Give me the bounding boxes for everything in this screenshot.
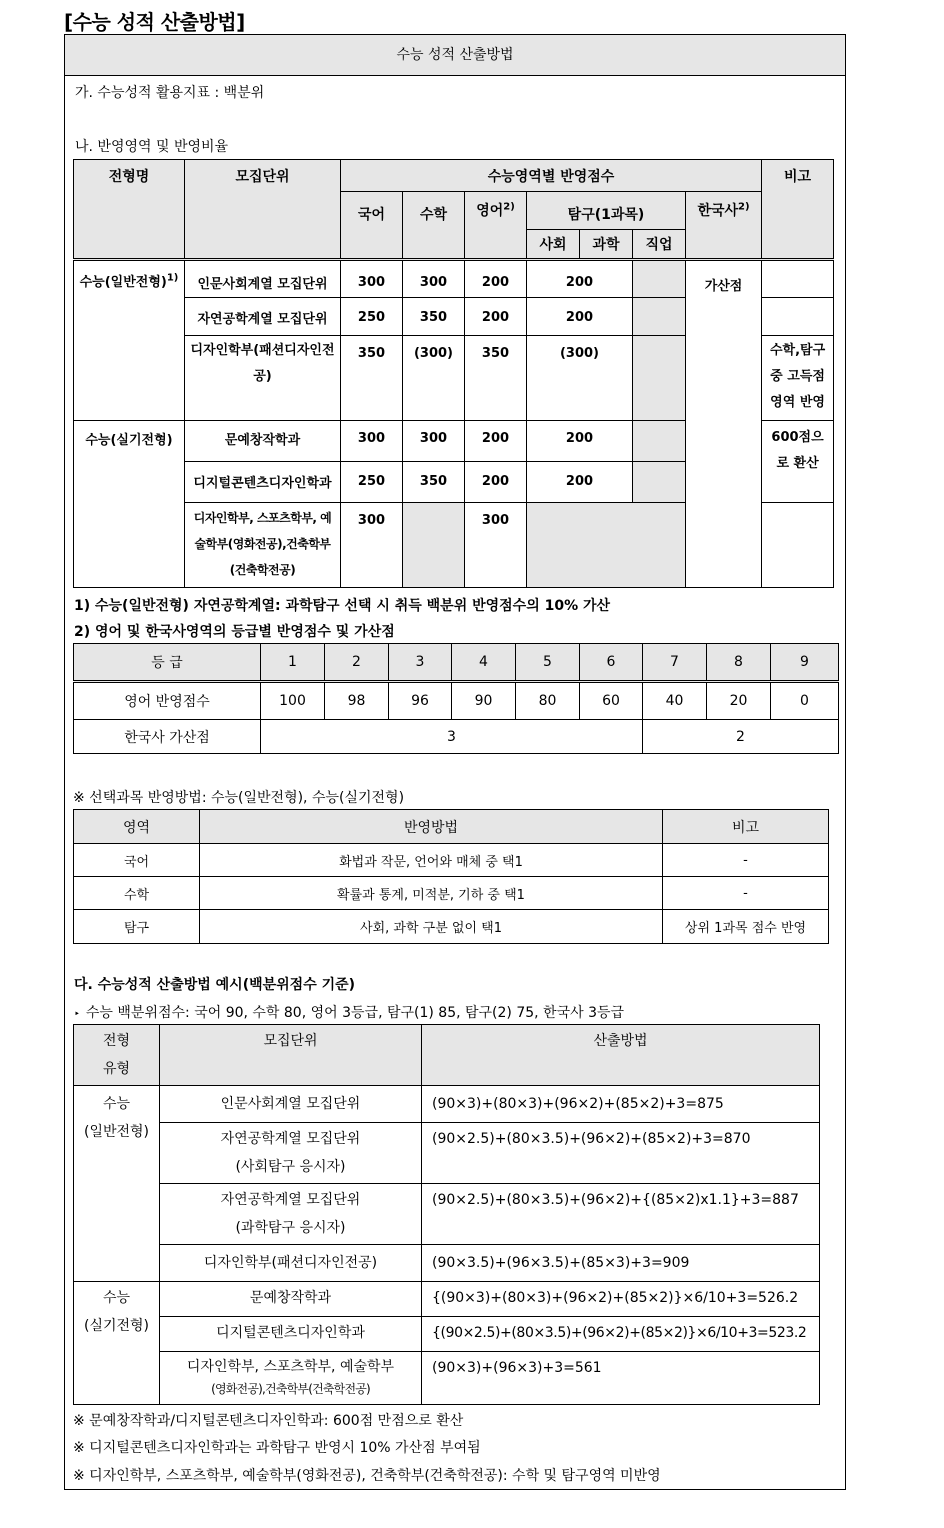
table-row [74, 1317, 820, 1352]
unit-cell: 자연공학계열 모집단위 (사회탐구 응시자) [160, 1123, 422, 1184]
history-row [74, 720, 839, 754]
table-row [74, 1123, 820, 1184]
elective-table [73, 809, 829, 944]
area-cell: 탐구 [74, 910, 200, 944]
header-korean: 국어 [341, 192, 403, 260]
group-practical: 수능 (실기전형) [74, 1282, 160, 1405]
header-area: 영역 [74, 810, 200, 844]
area-cell: 국어 [74, 844, 200, 877]
grade-cell: 9 [771, 644, 839, 682]
header-science: 과학 [580, 230, 633, 260]
bullet-icon: ‣ [74, 1009, 80, 1020]
english-score: 90 [452, 682, 516, 720]
score-cell: 350 [341, 336, 403, 421]
header-type: 전형 유형 [74, 1025, 160, 1086]
example-scores [74, 1002, 624, 1022]
score-cell: 350 [403, 462, 465, 503]
unit-cell: 자연공학계열 모집단위 [185, 298, 341, 336]
formula-cell: {(90×3)+(80×3)+(96×2)+(85×2)}×6/10+3=526.2 [422, 1282, 820, 1317]
header-history: 한국사$^{2)}$ [686, 192, 762, 260]
grade-header-row [74, 644, 839, 682]
score-cell: 300 [341, 260, 403, 298]
english-score: 100 [261, 682, 325, 720]
inquiry-cell-empty [527, 503, 686, 588]
note-cell: 상위 1과목 점수 반영 [663, 910, 829, 944]
unit-cell: 디지털콘텐츠디자인학과 [185, 462, 341, 503]
score-cell: 200 [465, 260, 527, 298]
elective-note: ※ 선택과목 반영방법: 수능(일반전형), 수능(실기전형) [73, 790, 405, 806]
unit-cell: 자연공학계열 모집단위 (과학탐구 응시자) [160, 1184, 422, 1245]
formula-cell: (90×2.5)+(80×3.5)+(96×2)+(85×2)+3=870 [422, 1123, 820, 1184]
header-method: 반영방법 [200, 810, 663, 844]
note-cell: - [663, 844, 829, 877]
score-cell: 200 [527, 421, 633, 462]
grade-cell: 6 [580, 644, 643, 682]
vocational-cell [633, 336, 686, 421]
english-score: 0 [771, 682, 839, 720]
history-bonus: 3 [261, 720, 643, 754]
note-cell [762, 503, 834, 588]
table-row [74, 1282, 820, 1317]
header-unit: 모집단위 [160, 1025, 422, 1086]
note-cell: 수학,탐구 중 고득점 영역 반영 [762, 336, 834, 421]
header-vocational: 직업 [633, 230, 686, 260]
english-row [74, 682, 839, 720]
score-cell: (300) [527, 336, 633, 421]
note-cell [762, 298, 834, 336]
header-scores: 수능영역별 반영점수 [341, 160, 762, 192]
vocational-cell [633, 462, 686, 503]
table-row [74, 260, 834, 298]
example-table [73, 1024, 820, 1405]
english-score: 80 [516, 682, 580, 720]
group-general: 수능(일반전형)$^{1)}$ [74, 260, 185, 421]
page-title: [수능 성적 산출방법] [64, 10, 245, 34]
table-row [74, 844, 829, 877]
header-method: 산출방법 [422, 1025, 820, 1086]
formula-cell: (90×3)+(96×3)+3=561 [422, 1352, 820, 1405]
group-general: 수능 (일반전형) [74, 1086, 160, 1282]
footnote-2: 2) 영어 및 한국사영역의 등급별 반영점수 및 가산점 [74, 624, 395, 640]
score-cell: 300 [341, 503, 403, 588]
unit-cell: 디자인학부(패션디자인전공) [160, 1245, 422, 1282]
section-c-heading: 다. 수능성적 산출방법 예시(백분위점수 기준) [74, 977, 356, 993]
note-2: ※ 디지털콘텐츠디자인학과는 과학탐구 반영시 10% 가산점 부여됨 [73, 1440, 481, 1456]
score-cell-empty [403, 503, 465, 588]
method-cell: 확률과 통계, 미적분, 기하 중 택1 [200, 877, 663, 910]
footnote-1: 1) 수능(일반전형) 자연공학계열: 과학탐구 선택 시 취득 백분위 반영점수의 10% 가산 [74, 598, 611, 614]
table-row [74, 910, 829, 944]
score-cell: (300) [403, 336, 465, 421]
unit-cell: 문예창작학과 [185, 421, 341, 462]
group-practical: 수능(실기전형) [74, 421, 185, 588]
vocational-cell [633, 421, 686, 462]
score-cell: 200 [527, 298, 633, 336]
example-header-row [74, 1025, 820, 1086]
score-cell: 300 [403, 421, 465, 462]
unit-cell: 디자인학부(패션디자인전공) [185, 336, 341, 421]
grade-cell: 3 [389, 644, 452, 682]
example-scores-text: 수능 백분위점수: 국어 90, 수학 80, 영어 3등급, 탐구(1) 85, 탐구(2) 75, 한국사 3등급 [85, 1005, 625, 1021]
note-cell [762, 260, 834, 298]
english-score: 20 [707, 682, 771, 720]
section-a-heading: 가. 수능성적 활용지표 : 백분위 [75, 85, 265, 101]
header-english: 영어$^{2)}$ [465, 192, 527, 260]
vocational-cell [633, 298, 686, 336]
header-note: 비고 [762, 160, 834, 260]
score-cell: 300 [465, 503, 527, 588]
score-cell: 200 [527, 260, 633, 298]
score-cell: 200 [527, 462, 633, 503]
header-inquiry: 탐구(1과목) [527, 192, 686, 230]
grade-cell: 8 [707, 644, 771, 682]
score-cell: 350 [465, 336, 527, 421]
unit-cell: 디자인학부, 스포츠학부, 예술학부(영화전공),건축학부(건축학전공) [185, 503, 341, 588]
score-cell: 250 [341, 462, 403, 503]
grade-cell: 4 [452, 644, 516, 682]
score-cell: 300 [403, 260, 465, 298]
note-3: ※ 디자인학부, 스포츠학부, 예술학부(영화전공), 건축학부(건축학전공): 수학 및 탐구영역 미반영 [73, 1468, 661, 1484]
unit-cell: 문예창작학과 [160, 1282, 422, 1317]
grade-label: 등 급 [74, 644, 261, 682]
english-score: 98 [325, 682, 389, 720]
english-score: 96 [389, 682, 452, 720]
grade-cell: 5 [516, 644, 580, 682]
elective-header-row [74, 810, 829, 844]
unit-cell: 인문사회계열 모집단위 [185, 260, 341, 298]
grade-table [73, 643, 839, 754]
grade-cell: 1 [261, 644, 325, 682]
english-score: 60 [580, 682, 643, 720]
note-1: ※ 문예창작학과/디지털콘텐츠디자인학과: 600점 만점으로 환산 [73, 1413, 464, 1429]
grade-cell: 2 [325, 644, 389, 682]
note-cell: 600점으로 환산 [762, 421, 834, 503]
formula-cell: {(90×2.5)+(80×3.5)+(96×2)+(85×2)}×6/10+3=523.2 [422, 1317, 820, 1352]
table-row [74, 1352, 820, 1405]
vocational-cell [633, 260, 686, 298]
method-cell: 사회, 과학 구분 없이 택1 [200, 910, 663, 944]
ratio-table [73, 159, 834, 588]
header-type: 전형명 [74, 160, 185, 260]
formula-cell: (90×2.5)+(80×3.5)+(96×2)+{(85×2)x1.1}+3=887 [422, 1184, 820, 1245]
history-cell: 가산점 [686, 260, 762, 588]
header-social: 사회 [527, 230, 580, 260]
section-b-heading: 나. 반영영역 및 반영비율 [75, 139, 229, 155]
unit-cell: 인문사회계열 모집단위 [160, 1086, 422, 1123]
formula-cell: (90×3)+(80×3)+(96×2)+(85×2)+3=875 [422, 1086, 820, 1123]
score-cell: 300 [341, 421, 403, 462]
header-unit: 모집단위 [185, 160, 341, 260]
table-row [74, 1245, 820, 1282]
score-cell: 350 [403, 298, 465, 336]
area-cell: 수학 [74, 877, 200, 910]
score-cell: 200 [465, 421, 527, 462]
method-cell: 화법과 작문, 언어와 매체 중 택1 [200, 844, 663, 877]
frame-header: 수능 성적 산출방법 [65, 35, 845, 76]
header-math: 수학 [403, 192, 465, 260]
english-score: 40 [643, 682, 707, 720]
history-label: 한국사 가산점 [74, 720, 261, 754]
history-bonus: 2 [643, 720, 839, 754]
unit-cell: 디지털콘텐츠디자인학과 [160, 1317, 422, 1352]
english-label: 영어 반영점수 [74, 682, 261, 720]
score-cell: 250 [341, 298, 403, 336]
table-row [74, 877, 829, 910]
grade-cell: 7 [643, 644, 707, 682]
table-row [74, 1184, 820, 1245]
header-note: 비고 [663, 810, 829, 844]
table-row [74, 1086, 820, 1123]
score-cell: 200 [465, 462, 527, 503]
unit-cell: 디자인학부, 스포츠학부, 예술학부 (영화전공),건축학부(건축학전공) [160, 1352, 422, 1405]
score-cell: 200 [465, 298, 527, 336]
formula-cell: (90×3.5)+(96×3.5)+(85×3)+3=909 [422, 1245, 820, 1282]
note-cell: - [663, 877, 829, 910]
